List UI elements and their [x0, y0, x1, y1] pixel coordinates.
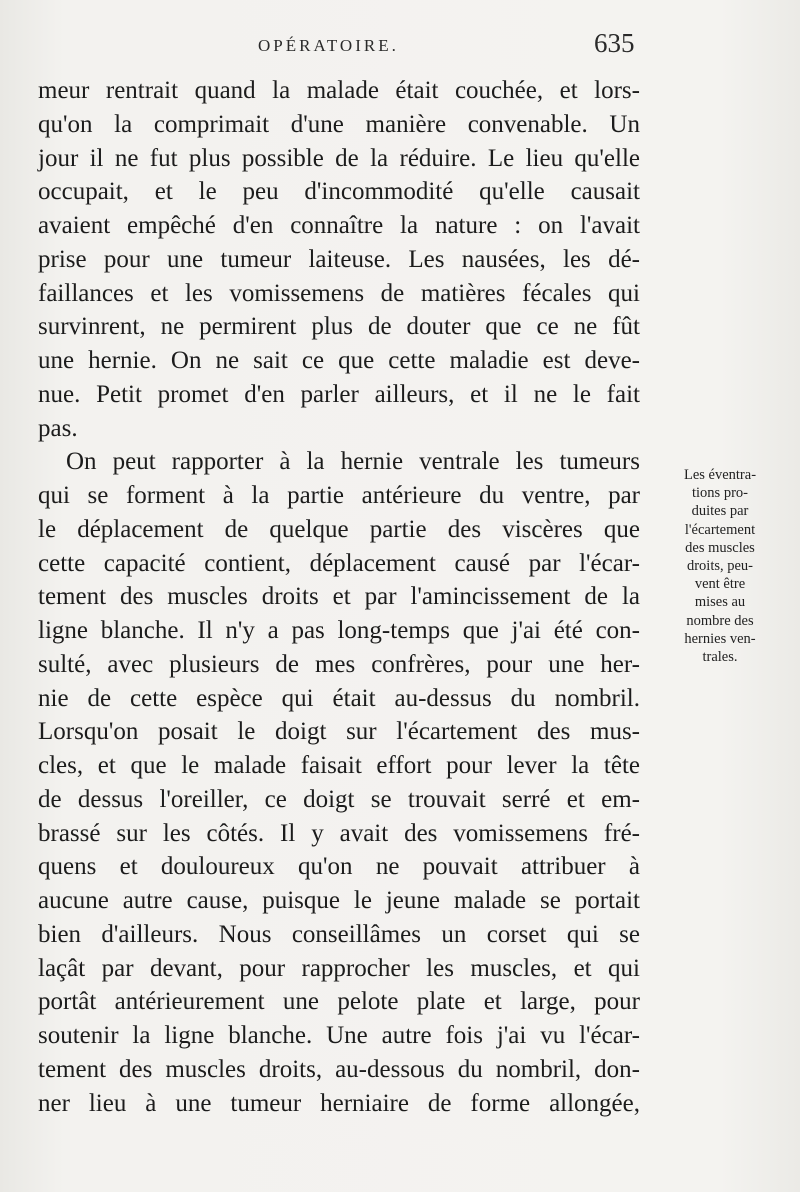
text-line: laçât par devant, pour rapprocher les muscles, et qui	[38, 954, 640, 982]
text-line: survinrent, ne permirent plus de douter que ce ne fût	[38, 313, 640, 341]
margin-note-line: tions pro-	[692, 485, 748, 502]
margin-note-line: nombre des	[686, 612, 754, 629]
text-line: qui se forment à la partie antérieure du ventre, par	[38, 482, 640, 509]
paragraph-start-line: On peut rapporter à la hernie ventrale les tumeurs	[66, 448, 640, 476]
margin-note-line: duites par	[691, 503, 749, 520]
page-number: 635	[594, 28, 635, 58]
text-line: meur rentrait quand la malade était couchée, et lors-	[38, 77, 640, 104]
text-line: Lorsqu'on posait le doigt sur l'écartement des mus-	[38, 718, 640, 746]
text-line: qu'on la comprimait d'une manière convenable. Un	[38, 110, 640, 138]
text-line: ligne blanche. Il n'y a pas long-temps que j'ai été con-	[38, 617, 640, 644]
margin-note-line: vent être	[694, 576, 746, 593]
margin-note-line: droits, peu-	[686, 558, 754, 575]
paragraph-end-line: pas.	[38, 414, 78, 442]
text-line: portât antérieurement une pelote plate et large, pour	[38, 988, 640, 1016]
margin-note-line: mises au	[694, 594, 746, 611]
text-line: ner lieu à une tumeur herniaire de forme allongée,	[38, 1089, 640, 1117]
text-line: brassé sur les côtés. Il y avait des vomissemens fré-	[38, 819, 640, 847]
text-line: le déplacement de quelque partie des viscères que	[38, 515, 640, 543]
margin-note	[652, 466, 788, 666]
margin-note-line: l'écartement	[684, 521, 756, 538]
text-line: une hernie. On ne sait ce que cette maladie est deve-	[38, 347, 640, 374]
margin-note-line: Les éventra-	[683, 467, 757, 483]
text-line: tement des muscles droits et par l'amincissement de la	[38, 583, 640, 611]
text-line: cles, et que le malade faisait effort pour lever la tête	[38, 752, 640, 779]
text-line: soutenir la ligne blanche. Une autre fois j'ai vu l'écar-	[38, 1022, 640, 1049]
text-line: cette capacité contient, déplacement causé par l'écar-	[38, 549, 640, 577]
margin-note-line: trales.	[702, 649, 738, 666]
text-line: tement des muscles droits, au-dessous du nombril, don-	[38, 1055, 640, 1083]
text-line: nie de cette espèce qui était au-dessus du nombril.	[38, 684, 640, 712]
text-line: faillances et les vomissemens de matières fécales qui	[38, 279, 640, 307]
body-text	[38, 74, 640, 1120]
text-line: jour il ne fut plus possible de la réduire. Le lieu qu'elle	[38, 144, 640, 172]
text-line: sulté, avec plusieurs de mes confrères, pour une her-	[38, 650, 640, 678]
text-line: de dessus l'oreiller, ce doigt se trouvait serré et em-	[38, 785, 640, 813]
text-line: nue. Petit promet d'en parler ailleurs, et il ne le fait	[38, 380, 640, 408]
text-line: avaient empêché d'en connaître la nature : on l'avait	[38, 212, 640, 239]
margin-note-line: hernies ven-	[684, 630, 756, 647]
running-title: OPÉRATOIRE.	[258, 36, 399, 55]
text-line: quens et douloureux qu'on ne pouvait attribuer à	[38, 853, 640, 881]
text-line: aucune autre cause, puisque le jeune malade se portait	[38, 887, 640, 914]
text-line: occupait, et le peu d'incommodité qu'elle causait	[38, 178, 640, 206]
text-line: prise pour une tumeur laiteuse. Les nausées, les dé-	[38, 245, 640, 273]
margin-note-line: des muscles	[685, 539, 755, 556]
text-line: bien d'ailleurs. Nous conseillâmes un corset qui se	[38, 920, 640, 948]
